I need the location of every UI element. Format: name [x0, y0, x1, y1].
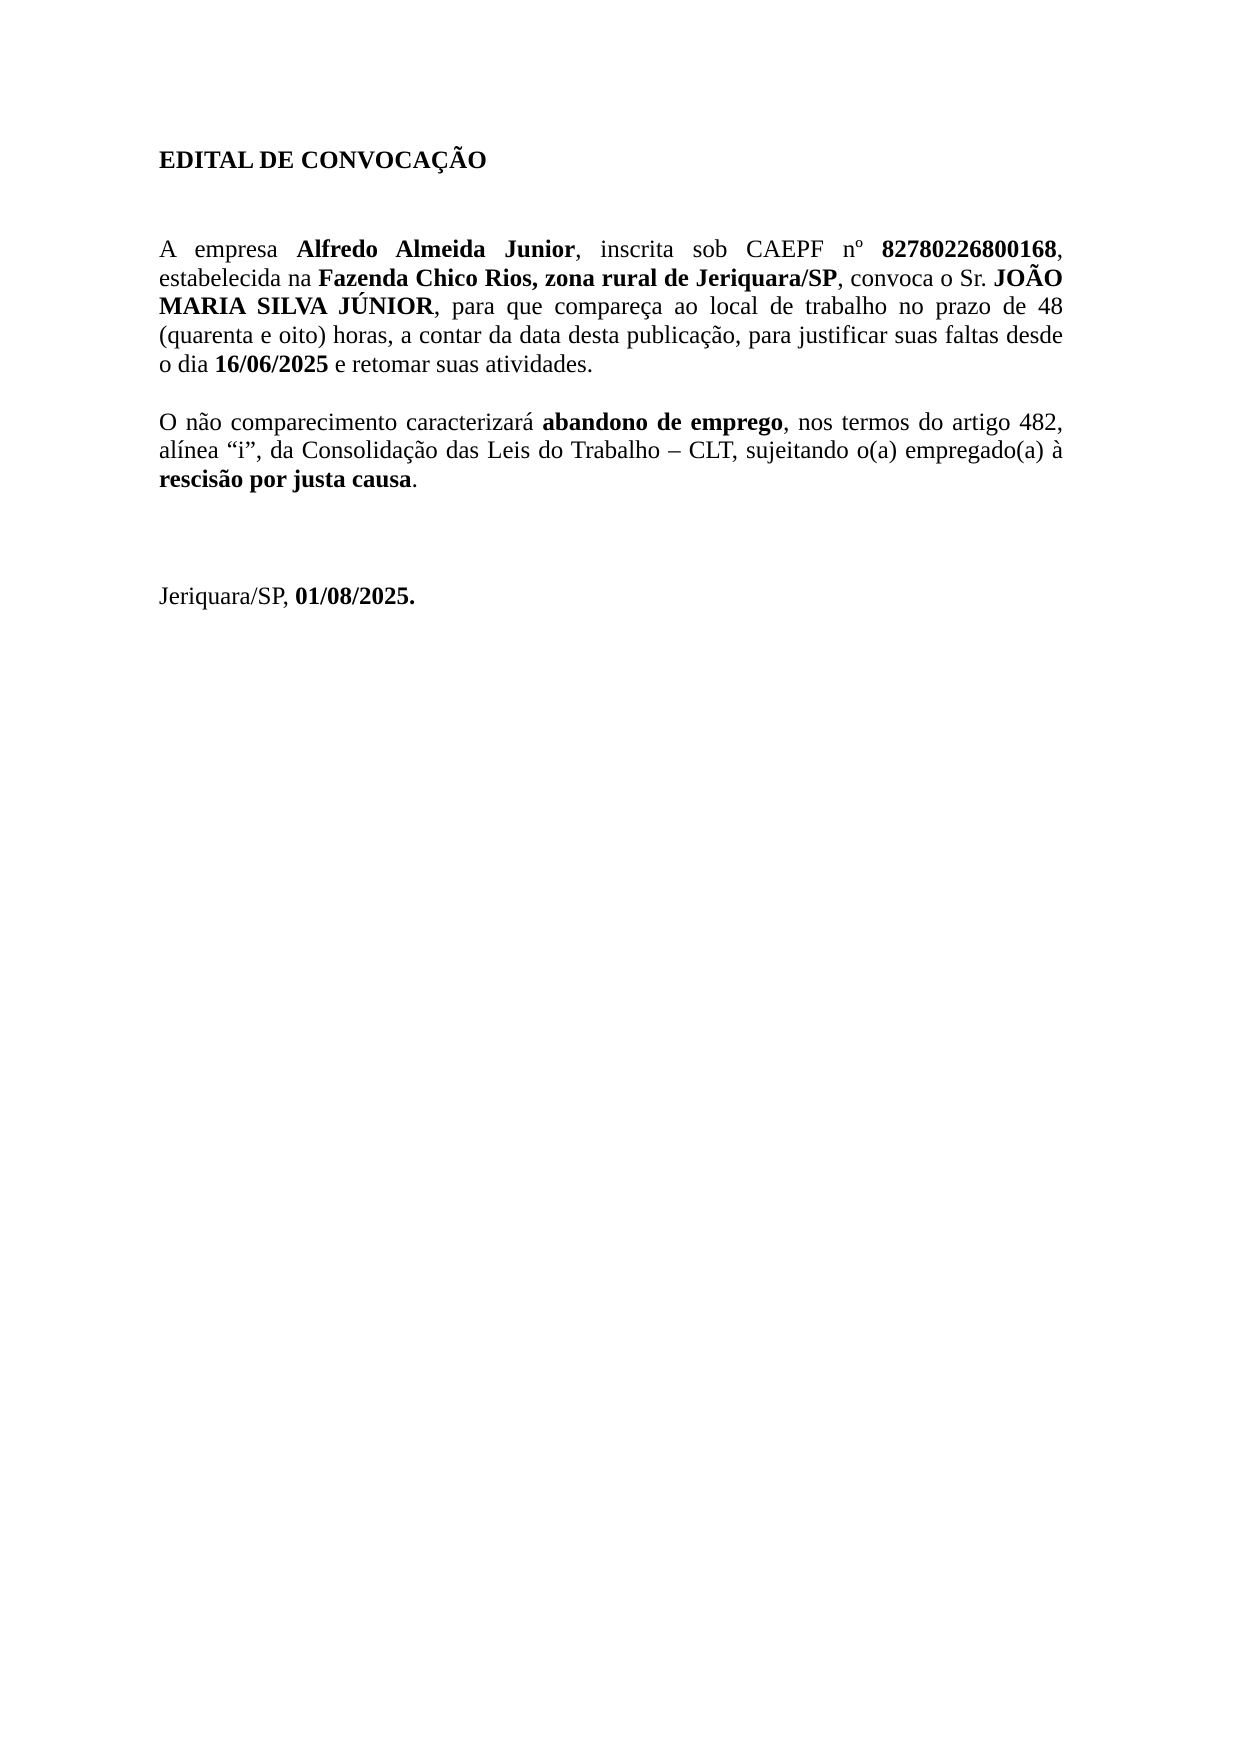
text-run: , para que compareça ao local de trabalho no prazo de 48 (quarenta e oito) horas, a contar da data desta publicação, para justificar suas faltas desde o dia — [159, 293, 1063, 378]
text-run: A empresa — [159, 236, 297, 263]
text-run: O não comparecimento caracterizará — [159, 408, 543, 436]
bold-text-run: rescisão por justa causa — [159, 465, 412, 493]
text-run: , convoca o Sr. — [837, 264, 994, 292]
text-run: , inscrita sob CAEPF nº — [575, 236, 882, 263]
text-run: e retomar suas atividades. — [328, 350, 593, 378]
place-and-date-line — [159, 583, 1063, 612]
document-title: EDITAL DE CONVOCAÇÃO — [159, 147, 488, 174]
bold-text-run: JOÃO MARIA SILVA JÚNIOR — [159, 264, 1063, 321]
bold-text-run: 01/08/2025. — [295, 582, 416, 610]
paragraph-legal-consequence — [159, 409, 1063, 495]
paragraph-notice-body — [159, 236, 1063, 380]
bold-text-run: 82780226800168 — [881, 236, 1057, 263]
text-run: , estabelecida na — [159, 236, 1064, 292]
bold-text-run: abandono de emprego — [542, 408, 784, 436]
bold-text-run: Alfredo Almeida Junior — [296, 236, 576, 263]
text-run: , nos termos do artigo 482, alínea “i”, da Consolidação das Leis do Trabalho – CLT, sujeitando o(a) empregado(a) à — [159, 408, 1063, 465]
bold-text-run: Fazenda Chico Rios, zona rural de Jeriquara/SP — [318, 264, 838, 292]
text-run: . — [411, 465, 418, 493]
document-content — [159, 146, 1063, 611]
bold-text-run: 16/06/2025 — [214, 350, 329, 378]
text-run: Jeriquara/SP, — [159, 582, 296, 610]
